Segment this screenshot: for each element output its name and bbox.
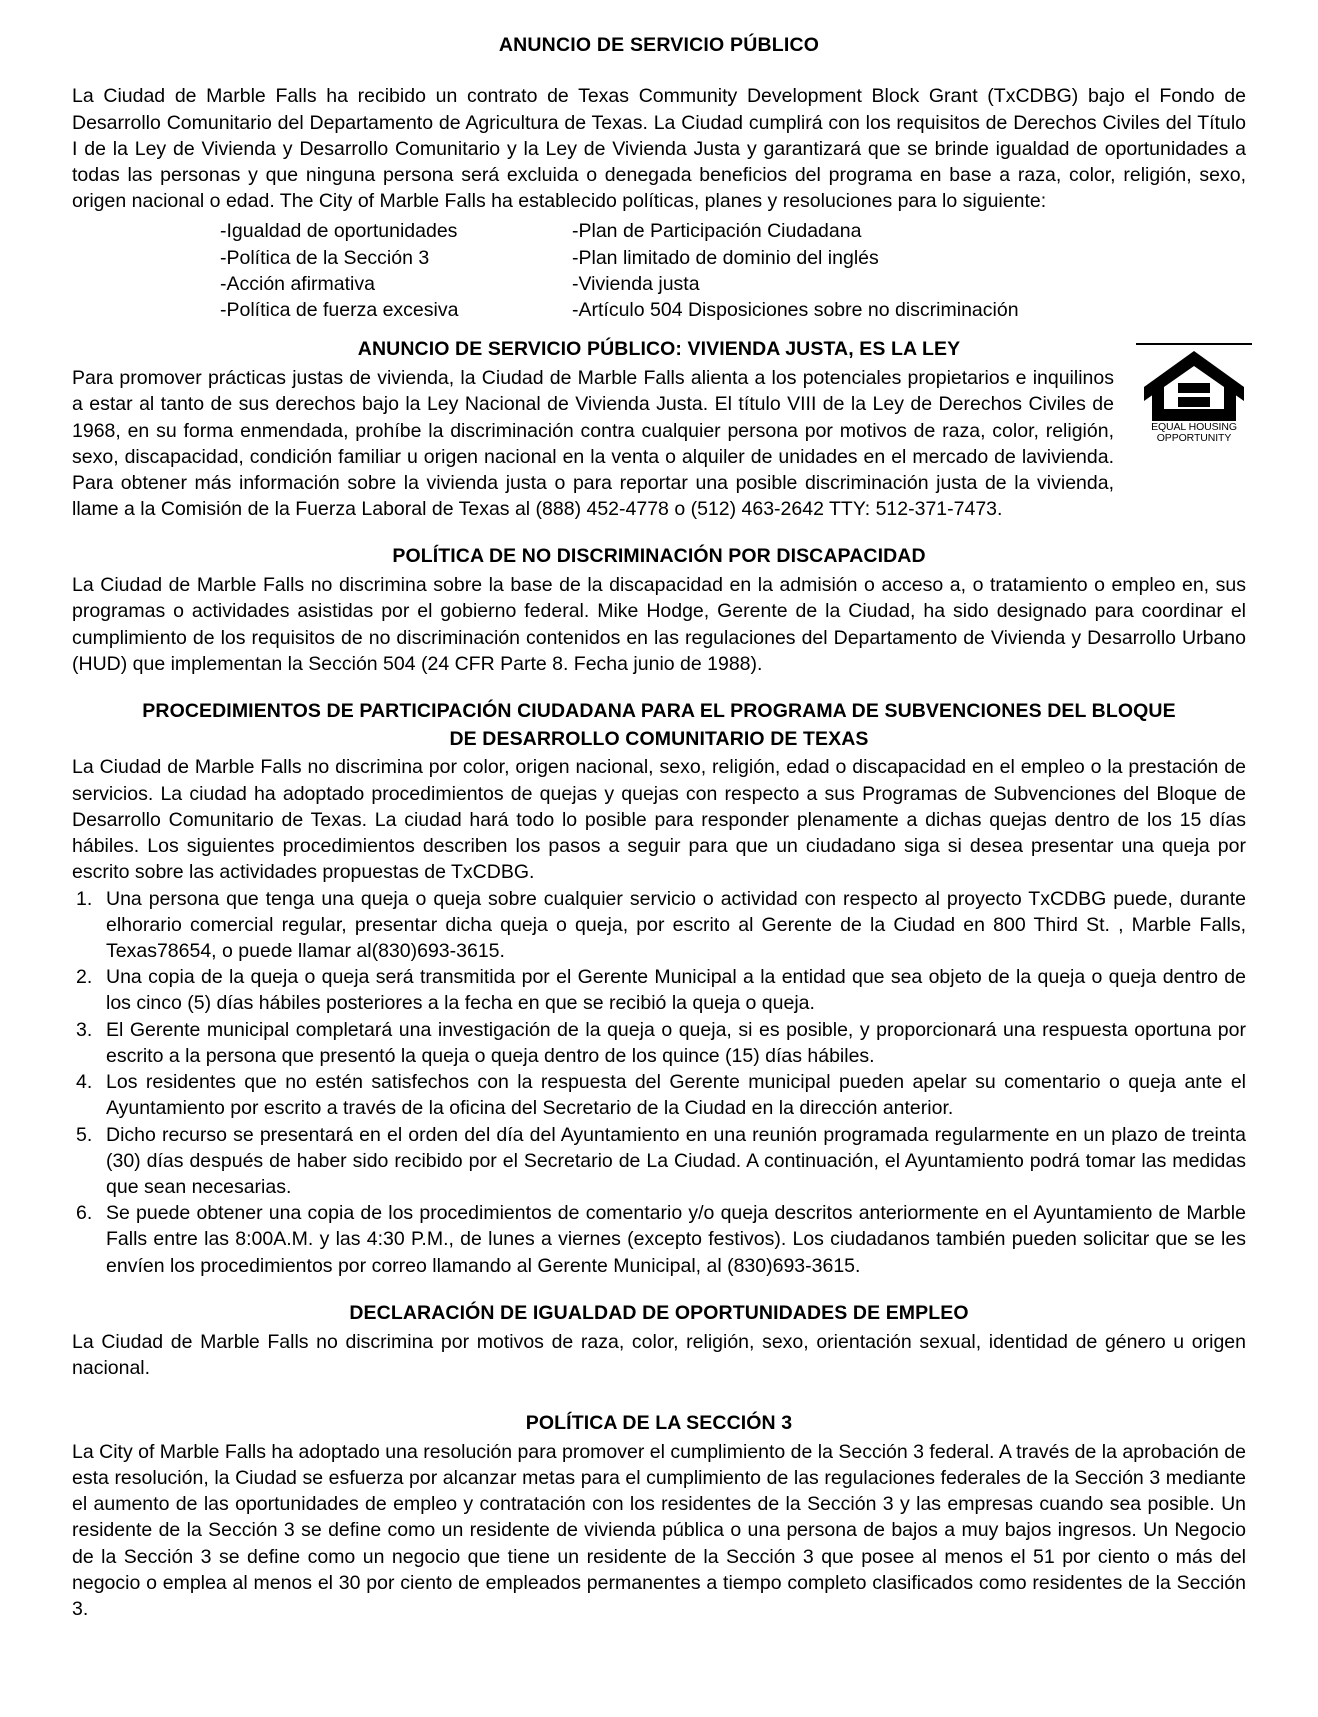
procedure-step-text: Los residentes que no estén satisfechos con la respuesta del Gerente municipal pueden apelar su comentario o queja ante el Ayuntamiento por escrito a través de la oficina del Secretario de la Ciudad en la dirección anterior. bbox=[106, 1071, 1246, 1120]
equal-housing-logo bbox=[1136, 343, 1252, 444]
equal-employment-heading: DECLARACIÓN DE IGUALDAD DE OPORTUNIDADES DE EMPLEO bbox=[349, 1301, 969, 1324]
logo-top-rule bbox=[1136, 343, 1252, 345]
procedure-step-text: Una copia de la queja o queja será transmitida por el Gerente Municipal a la entidad que sea objeto de la queja o queja dentro de los cinco (5) días hábiles posteriores a la fecha en que se recibió la queja o queja. bbox=[106, 966, 1246, 1015]
logo-caption-line2: OPPORTUNITY bbox=[1156, 432, 1232, 445]
procedure-step-text: Dicho recurso se presentará en el orden del día del Ayuntamiento en una reunión programada regularmente en un plazo de treinta (30) días después de haber sido recibido por el Secretario de La Ciudad. A continuación, el Ayuntamiento podrá tomar las medidas que sean necesarias. bbox=[106, 1123, 1246, 1198]
disability-section bbox=[72, 544, 1246, 677]
procedure-step bbox=[72, 886, 1246, 965]
procedure-step bbox=[72, 1200, 1246, 1279]
policy-list bbox=[72, 218, 1246, 323]
policy-item: -Artículo 504 Disposiciones sobre no discriminación bbox=[572, 299, 1019, 322]
policy-item: -Política de la Sección 3 bbox=[220, 246, 430, 269]
intro-section bbox=[72, 83, 1246, 323]
procedure-step bbox=[72, 1069, 1246, 1121]
policy-item: -Igualdad de oportunidades bbox=[220, 220, 458, 243]
page-title: ANUNCIO DE SERVICIO PÚBLICO bbox=[498, 34, 820, 56]
citizen-participation-heading-line2: DE DESARROLLO COMUNITARIO DE TEXAS bbox=[449, 727, 869, 750]
policy-item: -Vivienda justa bbox=[572, 272, 700, 295]
procedure-step-text: Una persona que tenga una queja o queja sobre cualquier servicio o actividad con respecto al proyecto TxCDBG puede, durante elhorario comercial regular, presentar dicha queja o queja, por escrito al Gerente de la Ciudad en 800 Third St. , Marble Falls, Texas78654, o puede llamar al(830)693-3615. bbox=[106, 887, 1246, 963]
fair-housing-section bbox=[72, 337, 1246, 522]
fair-housing-body bbox=[72, 365, 1246, 522]
logo-caption-line1: EQUAL HOUSING bbox=[1151, 421, 1237, 434]
procedure-step bbox=[72, 1017, 1246, 1069]
disability-paragraph: La Ciudad de Marble Falls no discrimina sobre la base de la discapacidad en la admisión o acceso a, o tratamiento o empleo en, sus programas o actividades asistidas por el gobierno federal. Mike Hodge, Gerente de la Ciudad, ha sido designado para coordinar el cumplimiento de los requisitos de no discriminación contenidos en las regulaciones del Departamento de Vivienda y Desarrollo Urbano (HUD) que implementan la Sección 504 (24 CFR Parte 8. Fecha junio de 1988). bbox=[72, 574, 1246, 675]
policy-item: -Política de fuerza excesiva bbox=[220, 299, 459, 322]
fair-housing-heading: ANUNCIO DE SERVICIO PÚBLICO: VIVIENDA JUSTA, ES LA LEY bbox=[357, 338, 961, 361]
section3-paragraph: La City of Marble Falls ha adoptado una resolución para promover el cumplimiento de la Sección 3 federal. A través de la aprobación de esta resolución, la Ciudad se esfuerza por alcanzar metas para el cumplimiento de las regulaciones federales de la Sección 3 mediante el aumento de las oportunidades de empleo y contratación con los residentes de la Sección 3 y las empresas cuando sea posible. Un residente de la Sección 3 se define como un residente de vivienda pública o una persona de bajos a muy bajos ingresos. Un Negocio de la Sección 3 se define como un negocio que tiene un residente de la Sección 3 que posee al menos el 51 por ciento o más del negocio o emplea al menos el 30 por ciento de empleados permanentes a tiempo completo clasificados como residentes de la Sección 3. bbox=[72, 1440, 1246, 1621]
fair-housing-paragraph: Para promover prácticas justas de vivienda, la Ciudad de Marble Falls alienta a los potenciales propietarios e inquilinos a estar al tanto de sus derechos bajo la Ley Nacional de Vivienda Justa. El título VIII de la Ley de Derechos Civiles de 1968, en su forma enmendada, prohíbe la discriminación contra cualquier persona por motivos de raza, color, religión, sexo, discapacidad, condición familiar u origen nacional en la venta o alquiler de unidades en el mercado de lavivienda. Para obtener más información sobre la vivienda justa o para reportar una posible discriminación justa de la vivienda, llame a la Comisión de la Fuerza Laboral de Texas al (888) 452-4778 o (512) 463-2642 TTY: 512-371-7473. bbox=[72, 367, 1114, 521]
citizen-participation-heading-line1: PROCEDIMIENTOS DE PARTICIPACIÓN CIUDADANA PARA EL PROGRAMA DE SUBVENCIONES DEL BLOQUE bbox=[142, 700, 1176, 723]
equal-employment-section bbox=[72, 1301, 1246, 1381]
section3-heading: POLÍTICA DE LA SECCIÓN 3 bbox=[525, 1412, 793, 1435]
citizen-participation-paragraph: La Ciudad de Marble Falls no discrimina por color, origen nacional, sexo, religión, edad o discapacidad en el empleo o la prestación de servicios. La ciudad ha adoptado procedimientos de quejas y quejas con respecto a sus Programas de Subvenciones del Bloque de Desarrollo Comunitario de Texas. La ciudad hará todo lo posible para responder plenamente a dichas quejas dentro de los 15 días hábiles. Los siguientes procedimientos describen los pasos a seguir para que un ciudadano siga si desea presentar una queja por escrito sobre las actividades propuestas de TxCDBG. bbox=[72, 756, 1246, 884]
policy-item: -Plan de Participación Ciudadana bbox=[572, 220, 862, 243]
procedure-step-text: El Gerente municipal completará una investigación de la queja o queja, si es posible, y proporcionará una respuesta oportuna por escrito a la persona que presentó la queja o queja dentro de los quince (15) días hábiles. bbox=[106, 1018, 1246, 1067]
procedure-step-text: Se puede obtener una copia de los procedimientos de comentario y/o queja descritos anteriormente en el Ayuntamiento de Marble Falls entre las 8:00A.M. y las 4:30 P.M., de lunes a viernes (excepto festivos). Los ciudadanos también pueden solicitar que se les envíen los procedimientos por correo llamando al Gerente Municipal, al (830)693-3615. bbox=[106, 1202, 1246, 1277]
citizen-participation-section bbox=[72, 699, 1246, 1279]
equal-employment-paragraph: La Ciudad de Marble Falls no discrimina por motivos de raza, color, religión, sexo, orientación sexual, identidad de género u origen nacional. bbox=[72, 1330, 1246, 1379]
policy-item: -Plan limitado de dominio del inglés bbox=[572, 246, 879, 269]
procedure-step bbox=[72, 964, 1246, 1016]
equal-housing-opportunity-icon bbox=[1140, 347, 1248, 421]
disability-heading: POLÍTICA DE NO DISCRIMINACIÓN POR DISCAPACIDAD bbox=[392, 545, 926, 568]
procedure-steps-list bbox=[72, 886, 1246, 1279]
logo-caption bbox=[1136, 422, 1252, 444]
section3-section bbox=[72, 1411, 1246, 1622]
policy-item: -Acción afirmativa bbox=[220, 272, 375, 295]
intro-paragraph: La Ciudad de Marble Falls ha recibido un contrato de Texas Community Development Block Grant (TxCDBG) bajo el Fondo de Desarrollo Comunitario del Departamento de Agricultura de Texas. La Ciudad cumplirá con los requisitos de Derechos Civiles del Título I de la Ley de Vivienda y Desarrollo Comunitario y la Ley de Vivienda Justa y garantizará que se brinde igualdad de oportunidades a todas las personas y que ninguna persona será excluida o denegada beneficios del programa en base a raza, color, religión, sexo, origen nacional o edad. The City of Marble Falls ha establecido políticas, planes y resoluciones para lo siguiente: bbox=[72, 85, 1246, 213]
procedure-step bbox=[72, 1122, 1246, 1201]
